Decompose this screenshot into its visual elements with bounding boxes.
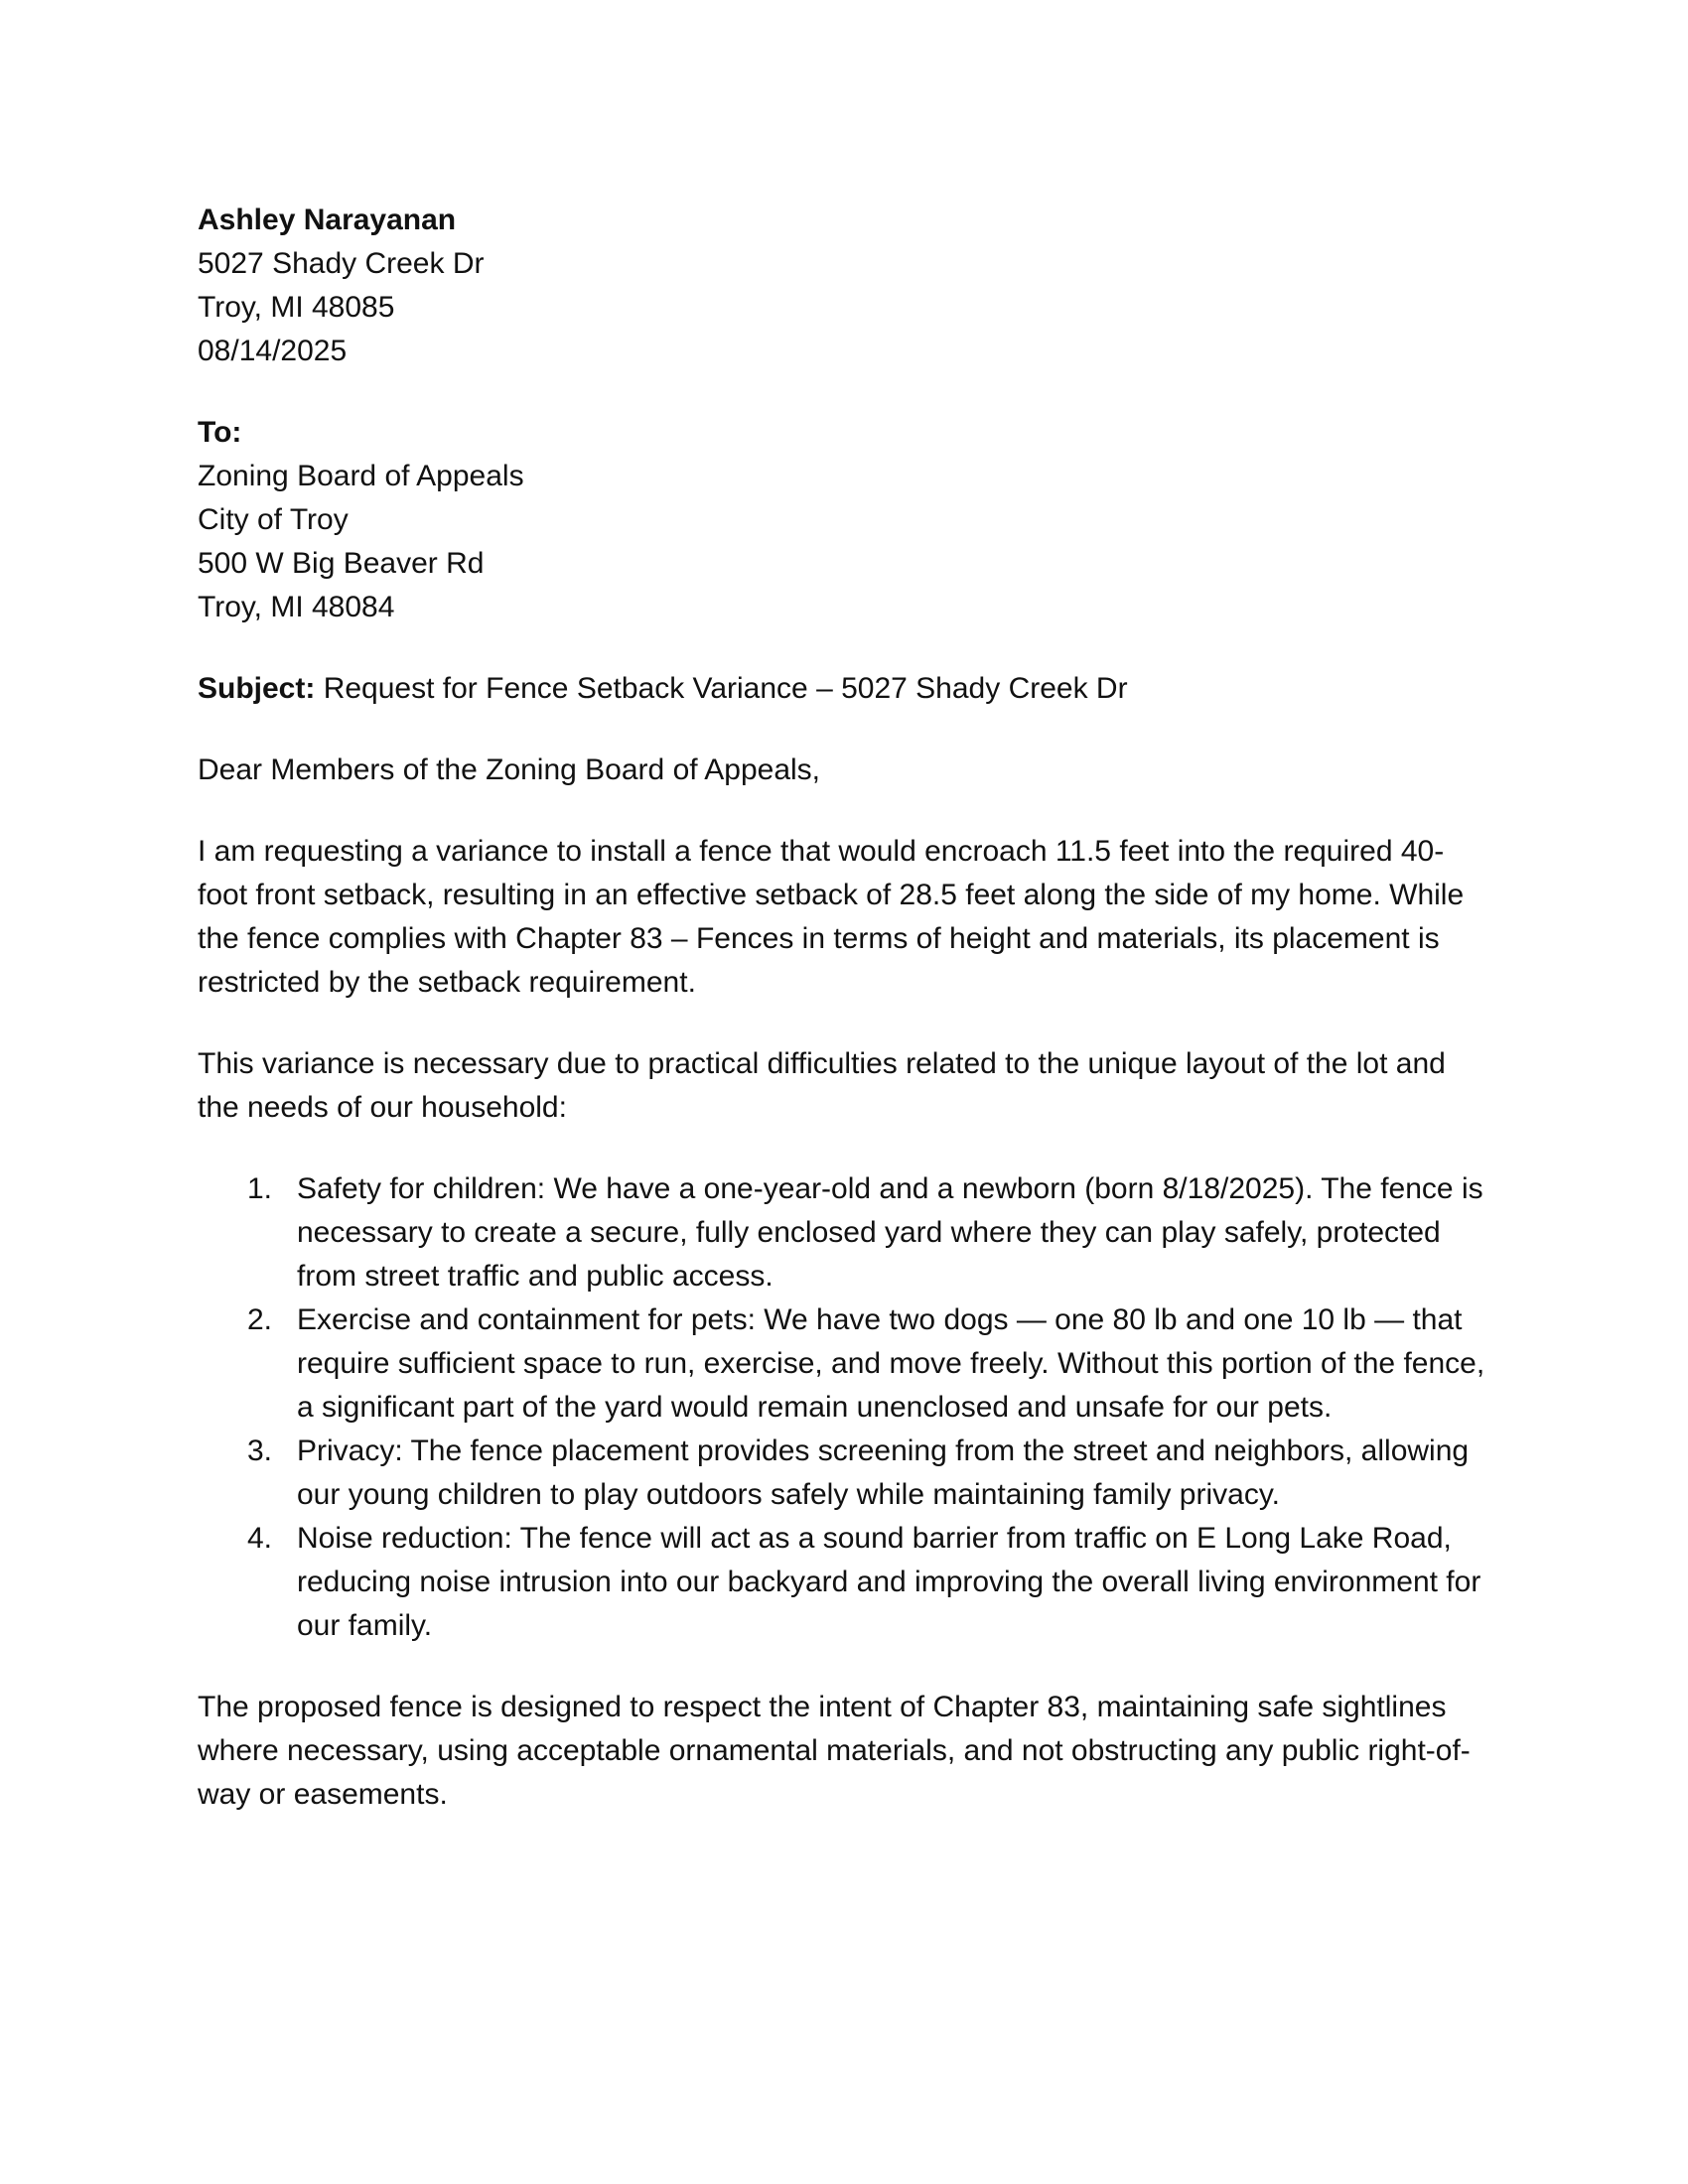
list-item xyxy=(247,1517,1488,1648)
sender-block xyxy=(198,199,1488,373)
list-item xyxy=(247,1298,1488,1430)
closing-paragraph: The proposed fence is designed to respect the intent of Chapter 83, maintaining safe sightlines where necessary, using acceptable ornamental materials, and not obstructing any public right-of-way or easements. xyxy=(198,1691,1471,1811)
recipient-line: Troy, MI 48084 xyxy=(198,591,395,623)
list-item xyxy=(247,1167,1488,1298)
subject-label: Subject: xyxy=(198,672,316,705)
list-item xyxy=(247,1430,1488,1517)
sender-name: Ashley Narayanan xyxy=(198,204,457,236)
list-number: 4. xyxy=(247,1522,273,1555)
list-text: Privacy: The fence placement provides screening from the street and neighbors, allowing our young children to play outdoors safely while maintaining family privacy. xyxy=(297,1434,1470,1511)
recipient-line: Zoning Board of Appeals xyxy=(198,460,524,492)
body-paragraph: I am requesting a variance to install a fence that would encroach 11.5 feet into the required 40-foot front setback, resulting in an effective setback of 28.5 feet along the side of my home. While the fence complies with Chapter 83 – Fences in terms of height and materials, its placement is restricted by the setback requirement. xyxy=(198,835,1465,999)
list-text: Safety for children: We have a one-year-old and a newborn (born 8/18/2025). The fence is necessary to create a secure, fully enclosed yard where they can play safely, protected from street traffic and public access. xyxy=(297,1172,1483,1293)
list-number: 1. xyxy=(247,1172,273,1205)
subject-line xyxy=(198,667,1488,711)
list-number: 3. xyxy=(247,1434,273,1467)
list-text: Exercise and containment for pets: We have two dogs — one 80 lb and one 10 lb — that require sufficient space to run, exercise, and move freely. Without this portion of the fence, a significant part of the yard would remain unenclosed and unsafe for our pets. xyxy=(297,1303,1485,1424)
reasons-list xyxy=(247,1167,1488,1648)
salutation: Dear Members of the Zoning Board of Appeals, xyxy=(198,753,821,786)
subject-text: Request for Fence Setback Variance – 5027 Shady Creek Dr xyxy=(315,672,1128,705)
sender-address-line2: Troy, MI 48085 xyxy=(198,291,395,324)
recipient-line: 500 W Big Beaver Rd xyxy=(198,547,485,580)
list-text: Noise reduction: The fence will act as a sound barrier from traffic on E Long Lake Road, reducing noise intrusion into our backyard and improving the overall living environment for our family. xyxy=(297,1522,1481,1642)
letter-page xyxy=(198,199,1488,1817)
recipient-label: To: xyxy=(198,416,242,449)
recipient-block xyxy=(198,411,1488,629)
letter-date: 08/14/2025 xyxy=(198,335,348,367)
list-number: 2. xyxy=(247,1303,273,1336)
recipient-line: City of Troy xyxy=(198,503,349,536)
sender-address-line1: 5027 Shady Creek Dr xyxy=(198,247,485,280)
body-paragraph: This variance is necessary due to practical difficulties related to the unique layout of the lot and the needs of our household: xyxy=(198,1047,1446,1124)
